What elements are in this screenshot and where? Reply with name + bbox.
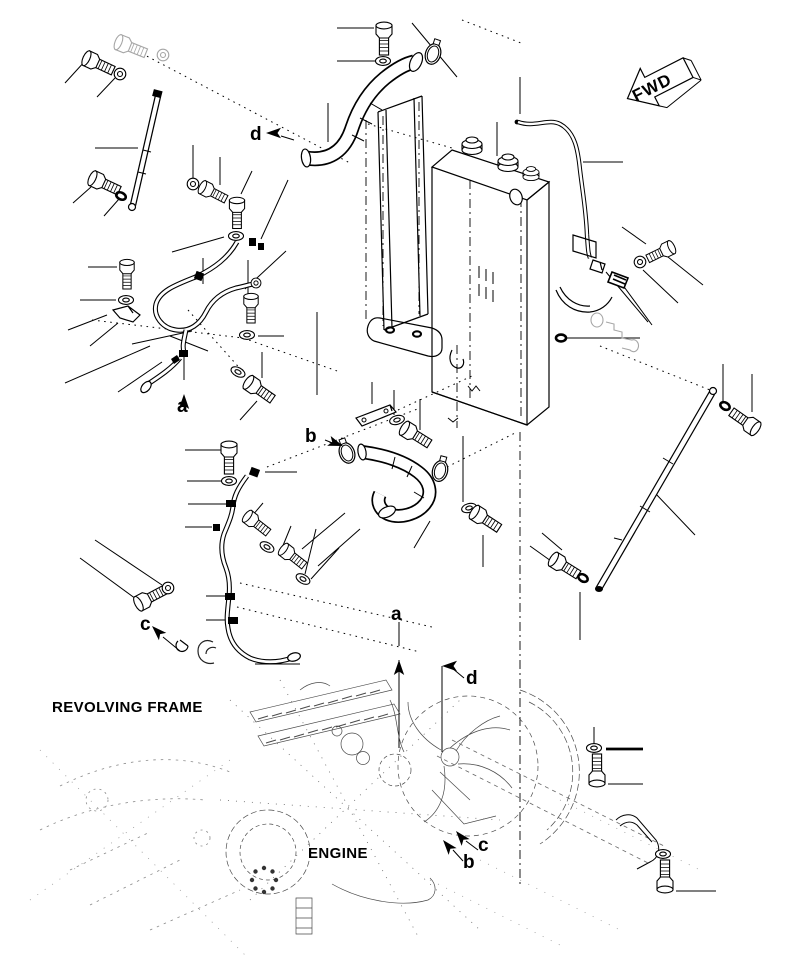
flywheel-bolt-dots [250,866,278,894]
view-label-a-mid: a [177,396,188,417]
shroud-bolt-icon [413,331,421,336]
view-label-b-mid: b [305,426,317,447]
view-label-c-engine: c [478,835,489,856]
bottom-mount-bolts [587,744,674,893]
flywheel-sketch [226,810,310,894]
frame-curves-left [40,760,240,930]
bolt-icon [397,420,433,451]
washer-icon [240,331,255,340]
bolt-icon [229,197,244,228]
fan-shroud-sketch [520,690,579,844]
view-arrow-b-engine [439,837,457,855]
bolt-icon [120,259,134,289]
frame-circle-mid [194,830,210,846]
tube-c-end [287,651,302,662]
overflow-tube-group [113,242,277,406]
view-arrow-c-engine [452,828,470,846]
washer-icon [656,850,671,859]
view-label-c-mid: c [140,614,151,635]
engine-sketch [220,680,579,940]
lower-hose-fill [362,452,429,516]
bolt-icon [244,293,258,323]
radiator [432,120,566,425]
washer-icon [119,296,134,305]
view-arrow-d-top [266,128,281,138]
valve-cover-hatch-sketch [258,690,388,743]
leader-lines [65,23,752,891]
bolt-icon [589,754,605,787]
rod-eye-top [710,388,717,395]
ghost-washer-icon [157,49,169,61]
bolt-icon [645,239,678,265]
mount-bolt-icon [556,335,566,342]
filler-cap-icon [523,167,539,181]
radiator-shroud-channel [367,96,442,357]
bracket-angle [113,306,140,322]
washer-icon [162,582,174,594]
view-label-a-engine: a [391,604,402,625]
view-label-b-engine: b [463,852,475,873]
rod-cap-bottom [595,586,603,592]
washer-icon [114,68,126,80]
view-arrow-d-engine [442,661,457,671]
revolving-frame-sketch [30,641,700,960]
hose-clamp-icon [430,455,451,484]
stay-rod-eye [129,204,136,211]
core-louver-hatch [479,266,493,302]
frame-circle-left [86,789,108,811]
tube-c-top-fitting [249,467,260,478]
washer-icon [294,571,311,586]
engine-speckle [220,680,500,940]
radiator-bottom-marks [448,386,480,422]
flywheel-inner-sketch [240,824,296,880]
stay-rod-right-fill [598,393,712,590]
right-stay-group [546,388,763,593]
filler-cap-icon [498,154,518,172]
engine-label: ENGINE [308,845,368,862]
tube-c-end-fitting [176,640,188,651]
frame-hook-curl [198,641,216,664]
bolt-icon [241,509,273,539]
tube-end-ring [251,278,261,288]
elbow-fitting [590,260,605,273]
bolt-icon [657,860,673,893]
drain-tube-group [518,122,678,352]
washer-icon [587,744,602,753]
side-mount-bracket [573,235,596,258]
view-marker-arrows [148,128,469,855]
left-stay-group [80,33,169,210]
view-label-d-engine: d [466,668,478,689]
drain-valve [608,272,628,288]
washer-icon [229,365,246,380]
radiator-side-face [432,182,549,425]
shroud-bolt-icon [386,327,394,332]
washer-icon [632,254,648,270]
gear-housing-sketch [379,754,411,786]
nut-icon [115,191,127,201]
drain-hose-curve [556,287,612,312]
frame-corner-bracket [616,815,659,869]
engine-block-sketch [250,680,496,903]
hose-clamp-icon [335,436,358,465]
pulley-small-sketch [357,752,370,765]
hose-clamp-icon [423,37,445,66]
stay-rod-top-cap [152,89,163,98]
shroud-foot [367,318,442,357]
clamp-bits [249,238,264,250]
bolt-icon [241,374,277,406]
washer-icon [187,178,199,190]
ghost-plug-parts [591,313,639,352]
fwd-arrow-label: FWD [629,69,675,106]
ghost-bolt-icon [112,33,148,60]
lower-hose-group [335,405,504,535]
idler-sketch [332,726,342,736]
revolving-frame-label: REVOLVING FRAME [52,699,203,716]
washer-icon [376,57,391,66]
nut-icon [719,401,731,412]
ladder-sketch [296,898,312,934]
filler-cap-icon [462,137,482,155]
bolt-icon [467,504,503,535]
nut-icon [577,573,589,584]
fan-sketch [398,696,538,836]
bolt-icon [221,441,237,474]
bolt-icon [727,405,763,437]
mid-bolt-cluster [187,178,264,250]
bolt-icon [196,179,229,205]
shroud-rails [378,96,428,330]
view-label-d-top: d [250,124,262,145]
pulley-sketch [341,733,363,755]
bolt-icon [277,542,309,572]
fwd-arrow [618,46,705,121]
washer-icon [229,232,244,241]
washer-icon [258,539,275,554]
bolt-icon [80,50,117,78]
washer-icon [222,477,237,486]
bolt-icon [376,22,392,55]
